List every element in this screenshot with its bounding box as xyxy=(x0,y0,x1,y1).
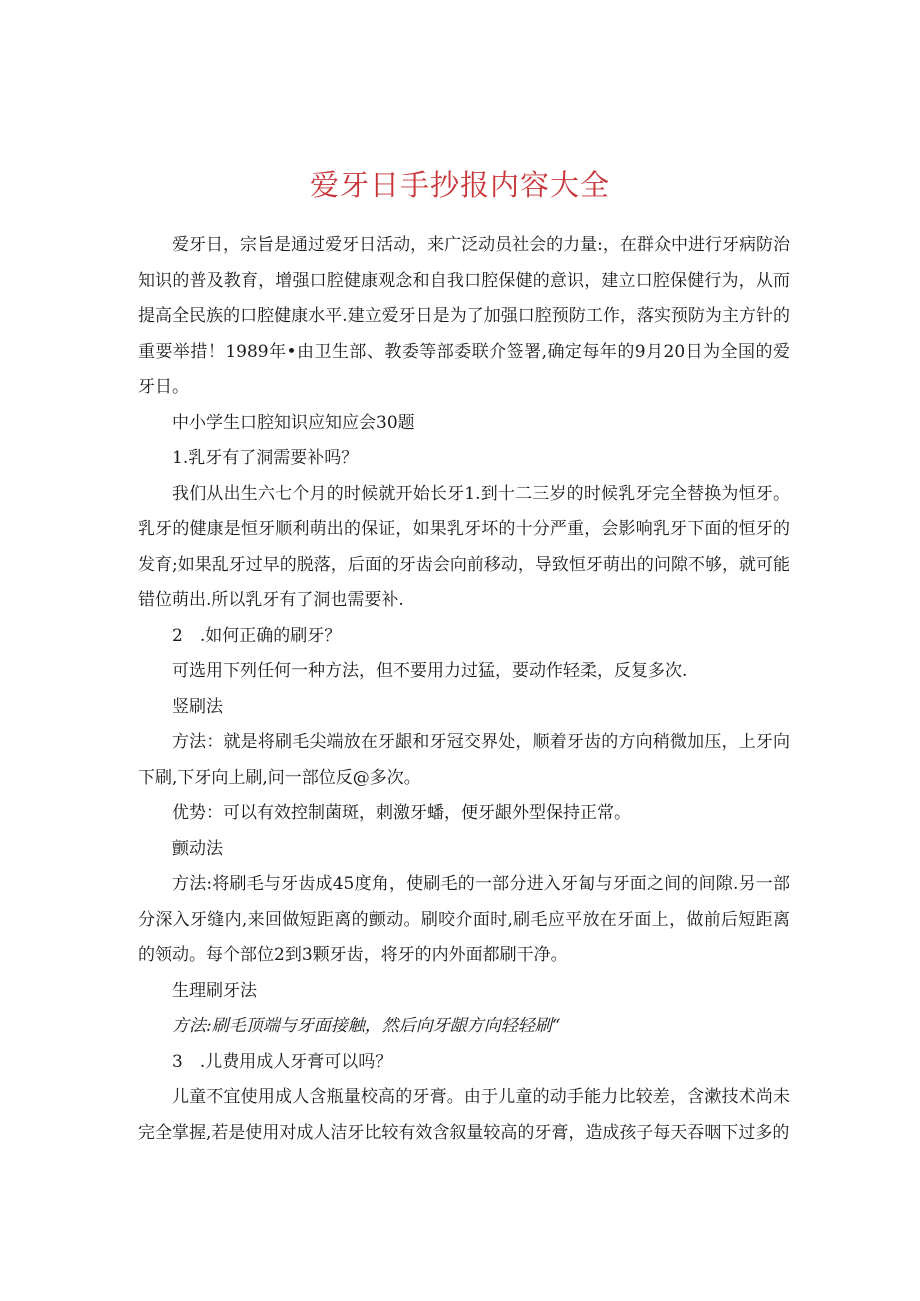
method-physiological-description: 方法:刷毛顶端与牙面接触，然后向牙龈方向轻轻刷“ xyxy=(172,1016,561,1036)
document-body xyxy=(138,228,790,1151)
page-title: 爱牙日手抄报内容大全 xyxy=(309,168,610,202)
method-physiological-heading: 生理刷牙法 xyxy=(172,980,257,1001)
section-heading: 中小学生口腔知识应知应会30题 xyxy=(172,412,415,433)
answer-3-paragraph: 儿童不宜使用成人含瓶量校高的牙膏。由于儿童的动手能力比较差，含漱技术尚未完全掌握,若是使用对成人洁牙比较有效含叙量较高的牙膏，造成孩子每天吞咽下过多的 xyxy=(138,1087,790,1143)
method-vertical-description: 方法：就是将刷毛尖端放在牙龈和牙冠交界处，顺着牙齿的方向稍微加压，上牙向下刷,下牙向上刷,问一部位反@多次。 xyxy=(138,732,790,788)
intro-paragraph: 爱牙日，宗旨是通过爱牙日活动，来广泛动员社会的力量:，在群众中进行牙病防治知识的普及教育，增强口腔健康观念和自我口腔保健的意识，建立口腔保健行为，从而提高全民族的口腔健康水平.建立爱牙日是为了加强口腔预防工作，落实预防为主方针的重要举措！1989年•由卫生部、教委等部委联介签署,确定每年的9月20日为全国的爱牙日。 xyxy=(138,235,790,397)
answer-2-intro: 可选用下列任何一种方法，但不要用力过猛，要动作轻柔，反复多次. xyxy=(172,661,688,681)
method-vibration-description: 方法:将刷毛与牙齿成45度角，使刷毛的一部分进入牙匐与牙面之间的间隙.另一部分深入牙缝内,来回做短距离的颤动。刷咬介面时,刷毛应平放在牙面上，做前后短距离的领动。每个部位2到3颗牙齿，将牙的内外面都刷干净。 xyxy=(138,874,790,965)
method-vertical-advantage: 优势：可以有效控制菌斑，刺激牙蟠，便牙龈外型保持正常。 xyxy=(172,803,631,823)
answer-1-paragraph: 我们从出生六七个月的时候就开始长牙1.到十二三岁的时候乳牙完全替换为恒牙。乳牙的健康是恒牙顺利萌出的保证，如果乳牙坏的十分严重，会影响乳牙下面的恒牙的发育;如果乱牙过早的脱落，后面的牙齿会向前移动，导致恒牙萌出的问隙不够，就可能错位萌出.所以乳牙有了洞也需要补. xyxy=(138,483,790,610)
method-vertical-heading: 竖刷法 xyxy=(172,696,223,717)
method-vibration-heading: 颤动法 xyxy=(172,838,223,859)
question-1: 1.乳牙有了洞需要补吗？ xyxy=(172,448,359,468)
question-2: 2 .如何正确的刷牙？ xyxy=(172,625,342,646)
question-3: 3 .儿费用成人牙膏可以吗？ xyxy=(172,1051,393,1072)
